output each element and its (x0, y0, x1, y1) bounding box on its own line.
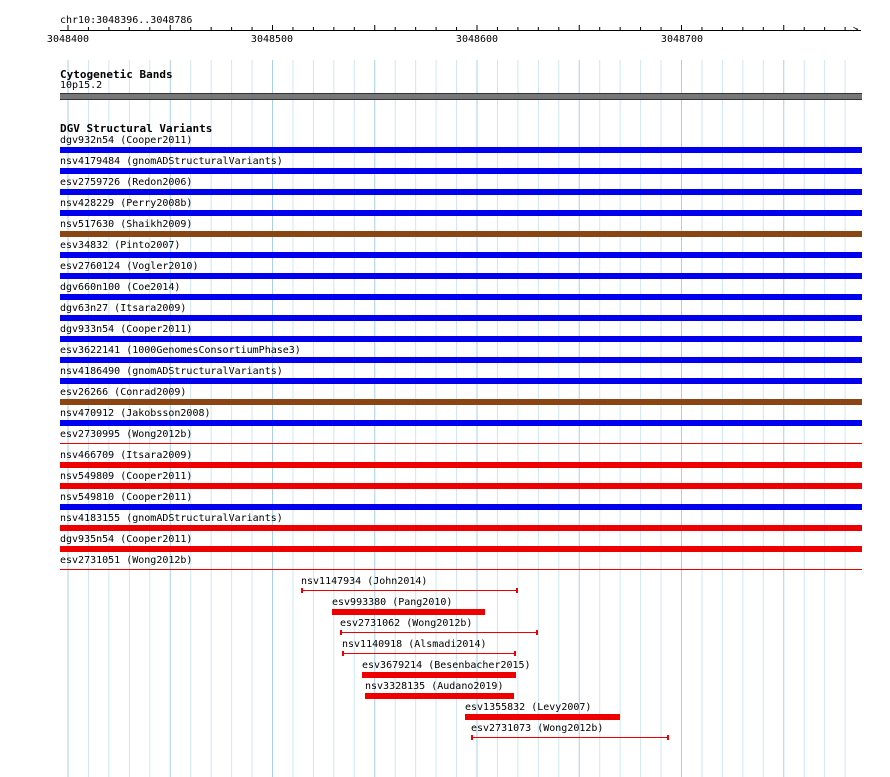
ruler-axis (60, 30, 861, 31)
dgv-feature-bar[interactable] (60, 420, 862, 426)
ruler-tick-label: 3048600 (455, 34, 499, 45)
cytoband-track-title: Cytogenetic Bands (60, 68, 173, 81)
cytoband-bar[interactable] (60, 93, 862, 100)
dgv-feature-label: esv26266 (Conrad2009) (60, 387, 187, 398)
dgv-feature-endcap (342, 651, 344, 656)
dgv-feature-label: esv34832 (Pinto2007) (60, 240, 181, 251)
dgv-feature-label: nsv3328135 (Audano2019) (365, 681, 504, 692)
dgv-feature-row[interactable] (0, 617, 890, 638)
dgv-feature-bar[interactable] (60, 504, 862, 510)
dgv-feature-label: esv3622141 (1000GenomesConsortiumPhase3) (60, 345, 301, 356)
dgv-track-title: DGV Structural Variants (60, 122, 213, 135)
dgv-feature-bar[interactable] (340, 632, 538, 633)
dgv-feature-label: dgv935n54 (Cooper2011) (60, 534, 193, 545)
dgv-feature-label: esv2731073 (Wong2012b) (471, 723, 604, 734)
dgv-feature-label: esv2760124 (Vogler2010) (60, 261, 199, 272)
dgv-feature-row[interactable] (0, 533, 890, 554)
dgv-feature-bar[interactable] (60, 483, 862, 489)
dgv-feature-row[interactable] (0, 344, 890, 365)
dgv-feature-row[interactable] (0, 218, 890, 239)
dgv-feature-row[interactable] (0, 386, 890, 407)
dgv-feature-label: nsv4186490 (gnomADStructuralVariants) (60, 366, 283, 377)
dgv-feature-row[interactable] (0, 239, 890, 260)
dgv-feature-bar[interactable] (60, 336, 862, 342)
dgv-feature-bar[interactable] (365, 693, 514, 699)
dgv-feature-label: dgv932n54 (Cooper2011) (60, 135, 193, 146)
dgv-feature-bar[interactable] (301, 590, 518, 591)
dgv-feature-bar[interactable] (60, 357, 862, 363)
dgv-feature-bar[interactable] (362, 672, 516, 678)
dgv-feature-row[interactable] (0, 365, 890, 386)
dgv-feature-endcap (471, 735, 473, 740)
dgv-feature-bar[interactable] (60, 462, 862, 468)
dgv-feature-label: esv1355832 (Levy2007) (465, 702, 592, 713)
dgv-feature-bar[interactable] (60, 546, 862, 552)
dgv-feature-row[interactable] (0, 575, 890, 596)
dgv-feature-bar[interactable] (60, 294, 862, 300)
dgv-feature-endcap (301, 588, 303, 593)
dgv-feature-bar[interactable] (60, 315, 862, 321)
dgv-feature-endcap (667, 735, 669, 740)
dgv-feature-endcap (514, 651, 516, 656)
cytoband-label: 10p15.2 (60, 80, 103, 91)
dgv-feature-bar[interactable] (342, 653, 516, 654)
dgv-feature-row[interactable] (0, 134, 890, 155)
dgv-feature-row[interactable] (0, 260, 890, 281)
dgv-feature-row[interactable] (0, 512, 890, 533)
dgv-feature-bar[interactable] (60, 189, 862, 195)
dgv-feature-row[interactable] (0, 470, 890, 491)
dgv-feature-row[interactable] (0, 407, 890, 428)
dgv-feature-row[interactable] (0, 638, 890, 659)
dgv-feature-label: nsv466709 (Itsara2009) (60, 450, 193, 461)
dgv-feature-row[interactable] (0, 659, 890, 680)
dgv-feature-label: dgv63n27 (Itsara2009) (60, 303, 187, 314)
dgv-feature-label: esv3679214 (Besenbacher2015) (362, 660, 531, 671)
dgv-feature-row[interactable] (0, 680, 890, 701)
dgv-feature-label: nsv549809 (Cooper2011) (60, 471, 193, 482)
dgv-feature-bar[interactable] (60, 147, 862, 153)
dgv-feature-label: nsv428229 (Perry2008b) (60, 198, 193, 209)
dgv-feature-bar[interactable] (60, 273, 862, 279)
ruler-end-marker: > (853, 25, 859, 35)
ruler-tick-label: 3048500 (250, 34, 294, 45)
dgv-feature-row[interactable] (0, 323, 890, 344)
dgv-feature-label: dgv660n100 (Coe2014) (60, 282, 181, 293)
dgv-feature-bar[interactable] (60, 168, 862, 174)
ruler-tick-label: 3048400 (46, 34, 90, 45)
dgv-feature-bar[interactable] (471, 737, 669, 738)
dgv-feature-bar[interactable] (60, 210, 862, 216)
dgv-feature-row[interactable] (0, 554, 890, 575)
locus-label: chr10:3048396..3048786 (60, 15, 193, 26)
dgv-feature-endcap (340, 630, 342, 635)
dgv-feature-label: nsv470912 (Jakobsson2008) (60, 408, 211, 419)
dgv-feature-label: nsv4183155 (gnomADStructuralVariants) (60, 513, 283, 524)
dgv-feature-row[interactable] (0, 722, 890, 743)
dgv-feature-row[interactable] (0, 197, 890, 218)
dgv-feature-label: esv2731062 (Wong2012b) (340, 618, 473, 629)
dgv-feature-label: dgv933n54 (Cooper2011) (60, 324, 193, 335)
dgv-feature-row[interactable] (0, 155, 890, 176)
dgv-feature-row[interactable] (0, 449, 890, 470)
dgv-feature-row[interactable] (0, 701, 890, 722)
dgv-feature-label: nsv517630 (Shaikh2009) (60, 219, 193, 230)
dgv-feature-bar[interactable] (60, 525, 862, 531)
dgv-feature-endcap (516, 588, 518, 593)
dgv-feature-bar[interactable] (60, 231, 862, 237)
dgv-feature-label: nsv1147934 (John2014) (301, 576, 428, 587)
dgv-feature-label: esv2730995 (Wong2012b) (60, 429, 193, 440)
dgv-feature-row[interactable] (0, 596, 890, 617)
dgv-feature-label: esv2731051 (Wong2012b) (60, 555, 193, 566)
dgv-feature-label: nsv1140918 (Alsmadi2014) (342, 639, 487, 650)
dgv-feature-bar[interactable] (332, 609, 485, 615)
dgv-feature-label: nsv549810 (Cooper2011) (60, 492, 193, 503)
dgv-feature-row[interactable] (0, 176, 890, 197)
dgv-feature-bar[interactable] (60, 443, 862, 444)
ruler-tick-label: 3048700 (660, 34, 704, 45)
dgv-feature-row[interactable] (0, 491, 890, 512)
dgv-feature-row[interactable] (0, 428, 890, 449)
dgv-feature-label: nsv4179484 (gnomADStructuralVariants) (60, 156, 283, 167)
dgv-feature-row[interactable] (0, 281, 890, 302)
dgv-feature-label: esv2759726 (Redon2006) (60, 177, 193, 188)
dgv-feature-bar[interactable] (60, 378, 862, 384)
dgv-feature-bar[interactable] (60, 569, 862, 570)
dgv-feature-bar[interactable] (60, 252, 862, 258)
dgv-feature-bar[interactable] (465, 714, 620, 720)
dgv-feature-endcap (536, 630, 538, 635)
dgv-feature-row[interactable] (0, 302, 890, 323)
dgv-feature-label: esv993380 (Pang2010) (332, 597, 453, 608)
dgv-feature-bar[interactable] (60, 399, 862, 405)
